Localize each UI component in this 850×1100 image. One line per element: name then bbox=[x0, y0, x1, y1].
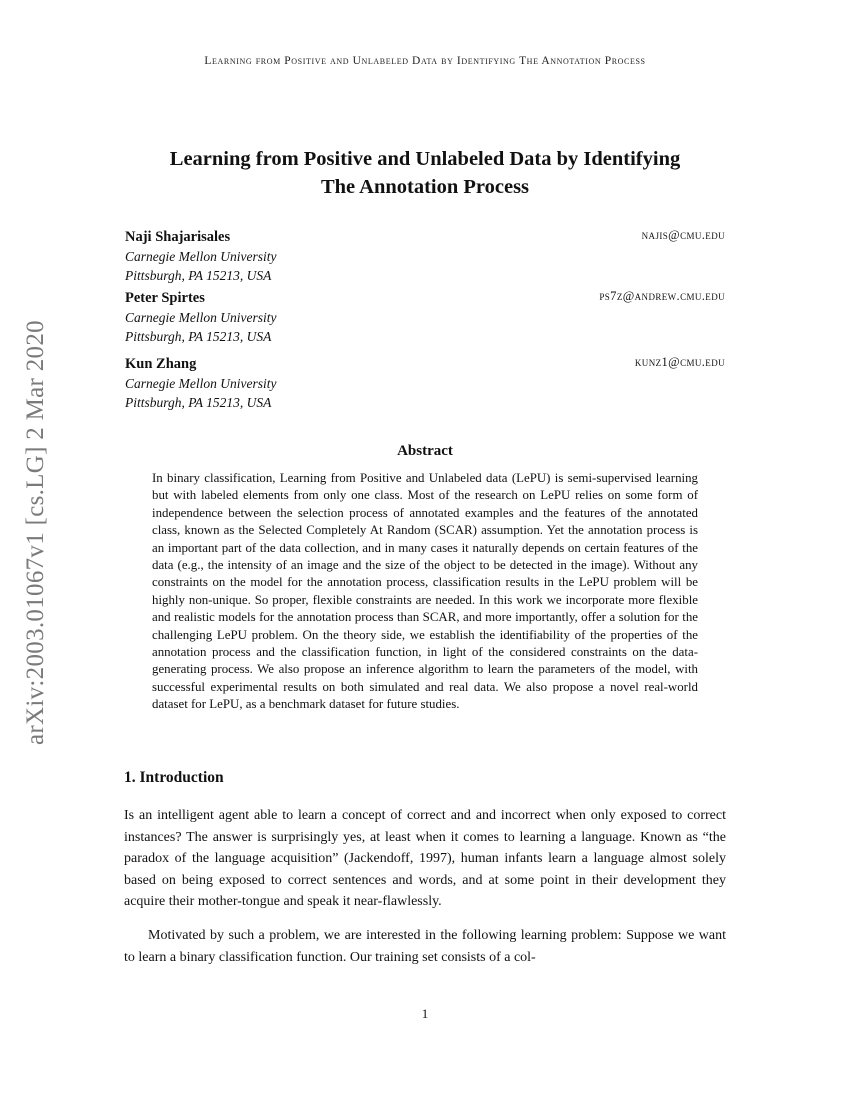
author-name: Naji Shajarisales bbox=[125, 229, 231, 245]
author-name: Peter Spirtes bbox=[125, 290, 205, 306]
abstract-heading: Abstract bbox=[397, 443, 453, 459]
page-number: 1 bbox=[421, 1006, 429, 1021]
author-address: Pittsburgh, PA 15213, USA bbox=[125, 329, 272, 344]
abstract-text: In binary classification, Learning from Positive and Unlabeled data (LePU) is semi-supervised learning but with labeled elements from only one class. Most of the research on LePU relies on some form of independence between the selection process of annotated examples and the features of the annotated class, known as the Selected Completely At Random (SCAR) assumption. Yet the annotation process is an important part of the data collection, and in many cases it naturally depends on certain features of the data (e.g., the intensity of an image and the size of the object to be detected in the image). Without any constraints on the model for the annotation process, classification results in the LePU problem will be highly non-unique. So proper, flexible constraints are needed. In this work we incorporate more flexible and realistic models for the annotation process than SCAR, and more importantly, offer a solution for the challenging LePU problem. On the theory side, we establish the identifiability of the properties of the annotation process and the classification function, in light of the considered constraints on the data-generating process. We also propose an inference algorithm to learn the parameters of the model, with successful experimental results on both simulated and real data. We also propose a novel real-world dataset for LePU, as a benchmark dataset for future studies. bbox=[152, 471, 698, 712]
author-email: najis@cmu.edu bbox=[641, 228, 725, 242]
author-affiliation: Carnegie Mellon University bbox=[125, 249, 277, 264]
title-line-1: Learning from Positive and Unlabeled Data by Identifying bbox=[169, 148, 681, 170]
author-block-2 bbox=[125, 289, 725, 346]
intro-paragraph-1: Is an intelligent agent able to learn a concept of correct and and incorrect when only exposed to correct instances? The answer is surprisingly yes, at least when it comes to learning a language. Known as “the paradox of the language acquisition” (Jackendoff, 1997), human infants learn a language almost solely based on being exposed to correct sentences and words, and at some point in their development they acquire their mother-tongue and speak it near-flawlessly. bbox=[124, 808, 726, 909]
author-block-1 bbox=[125, 228, 725, 285]
arxiv-identifier: arXiv:2003.01067v1 [cs.LG] 2 Mar 2020 bbox=[22, 320, 49, 745]
section-heading-introduction: 1. Introduction bbox=[124, 769, 224, 786]
author-affiliation: Carnegie Mellon University bbox=[125, 376, 277, 391]
intro-paragraph-2: Motivated by such a problem, we are interested in the following learning problem: Suppose we want to learn a binary classification function. Our training set consists of a col- bbox=[124, 928, 726, 965]
author-affiliation: Carnegie Mellon University bbox=[125, 310, 277, 325]
author-block-3 bbox=[125, 355, 725, 412]
title-line-2: The Annotation Process bbox=[320, 176, 530, 198]
author-email: kunz1@cmu.edu bbox=[634, 355, 725, 369]
author-address: Pittsburgh, PA 15213, USA bbox=[125, 268, 272, 283]
running-head: Learning from Positive and Unlabeled Data by Identifying The Annotation Process bbox=[204, 55, 646, 67]
author-name: Kun Zhang bbox=[125, 356, 197, 372]
author-address: Pittsburgh, PA 15213, USA bbox=[125, 395, 272, 410]
author-email: ps7z@andrew.cmu.edu bbox=[599, 289, 725, 303]
paper-title bbox=[100, 145, 750, 201]
